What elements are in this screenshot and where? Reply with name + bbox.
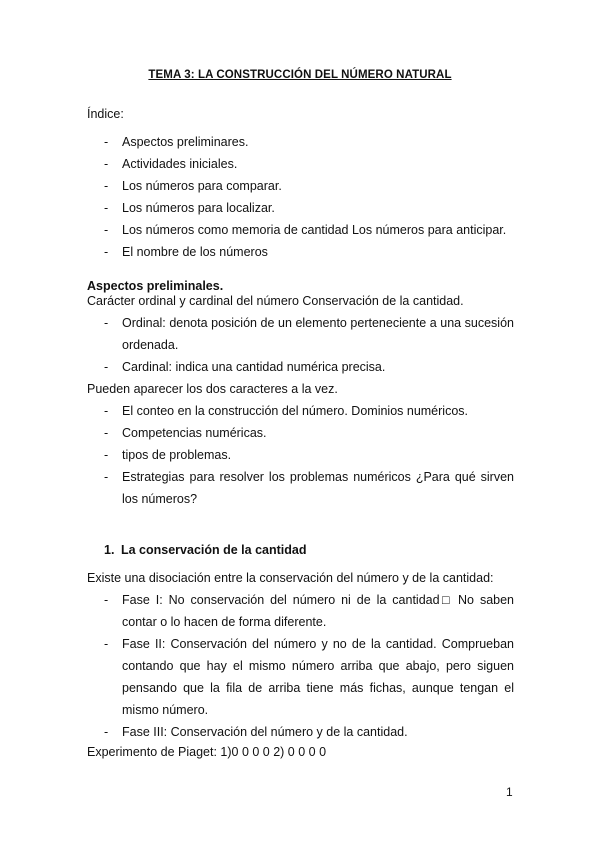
experiment-line: Experimento de Piaget: 1)0 0 0 0 2) 0 0 0 0	[87, 745, 327, 759]
list-item	[104, 422, 514, 444]
list-item	[104, 197, 514, 219]
document-title: TEMA 3: LA CONSTRUCCIÓN DEL NÚMERO NATURAL	[148, 69, 452, 81]
bullet-dash: -	[104, 725, 109, 739]
page-number: 1	[506, 785, 513, 799]
list-item	[104, 131, 514, 153]
section-heading-text: La conservación de la cantidad	[121, 543, 307, 557]
list-item	[104, 721, 514, 743]
bullet-dash: -	[104, 316, 109, 330]
index-label: Índice:	[87, 107, 124, 121]
bullet-dash: -	[104, 360, 109, 374]
list-item	[104, 153, 514, 175]
section-note: Pueden aparecer los dos caracteres a la vez.	[87, 382, 338, 396]
list-item-text: Los números como memoria de cantidad Los números para anticipar.	[122, 223, 507, 237]
bullet-dash: -	[104, 637, 109, 651]
bullet-dash: -	[104, 245, 109, 259]
list-item	[104, 175, 514, 197]
list-item-text: Fase II: Conservación del número y no de la cantidad. Comprueban contando que hay el mismo número arriba que abajo, pero siguen pensando que la fila de arriba tiene más fichas, aunque tengan el mismo número.	[122, 637, 514, 717]
list-item-text: Estrategias para resolver los problemas numéricos ¿Para qué sirven los números?	[122, 470, 514, 506]
list-item	[104, 400, 514, 422]
list-item	[104, 312, 514, 356]
list-item-text: Fase I: No conservación del número ni de la cantidad□ No saben contar o lo hacen de forma diferente.	[122, 593, 514, 629]
section-intro: Existe una disociación entre la conservación del número y de la cantidad:	[87, 571, 494, 585]
section-heading	[104, 543, 306, 557]
list-item	[104, 241, 514, 263]
list-item-text: El nombre de los números	[122, 245, 268, 259]
list-item	[104, 219, 514, 241]
section-number: 1.	[104, 543, 115, 557]
bullet-dash: -	[104, 448, 109, 462]
list-item-text: Fase III: Conservación del número y de la cantidad.	[122, 725, 408, 739]
list-item-text: Competencias numéricas.	[122, 426, 267, 440]
bullet-dash: -	[104, 135, 109, 149]
bullet-dash: -	[104, 201, 109, 215]
list-item-text: Cardinal: indica una cantidad numérica precisa.	[122, 360, 386, 374]
bullet-dash: -	[104, 179, 109, 193]
list-item-text: Aspectos preliminares.	[122, 135, 249, 149]
bullet-dash: -	[104, 223, 109, 237]
bullet-dash: -	[104, 470, 109, 484]
bullet-dash: -	[104, 593, 109, 607]
list-item	[104, 633, 514, 721]
section-intro: Carácter ordinal y cardinal del número Conservación de la cantidad.	[87, 294, 464, 308]
bullet-dash: -	[104, 157, 109, 171]
section-heading: Aspectos preliminales.	[87, 279, 224, 293]
list-item-text: Los números para localizar.	[122, 201, 275, 215]
list-item	[104, 589, 514, 633]
bullet-dash: -	[104, 404, 109, 418]
bullet-dash: -	[104, 426, 109, 440]
list-item-text: Los números para comparar.	[122, 179, 282, 193]
list-item	[104, 356, 514, 378]
list-item	[104, 466, 514, 510]
list-item-text: tipos de problemas.	[122, 448, 232, 462]
list-item-text: Ordinal: denota posición de un elemento perteneciente a una sucesión ordenada.	[122, 316, 514, 352]
list-item-text: Actividades iniciales.	[122, 157, 238, 171]
list-item-text: El conteo en la construcción del número. Dominios numéricos.	[122, 404, 469, 418]
list-item	[104, 444, 514, 466]
